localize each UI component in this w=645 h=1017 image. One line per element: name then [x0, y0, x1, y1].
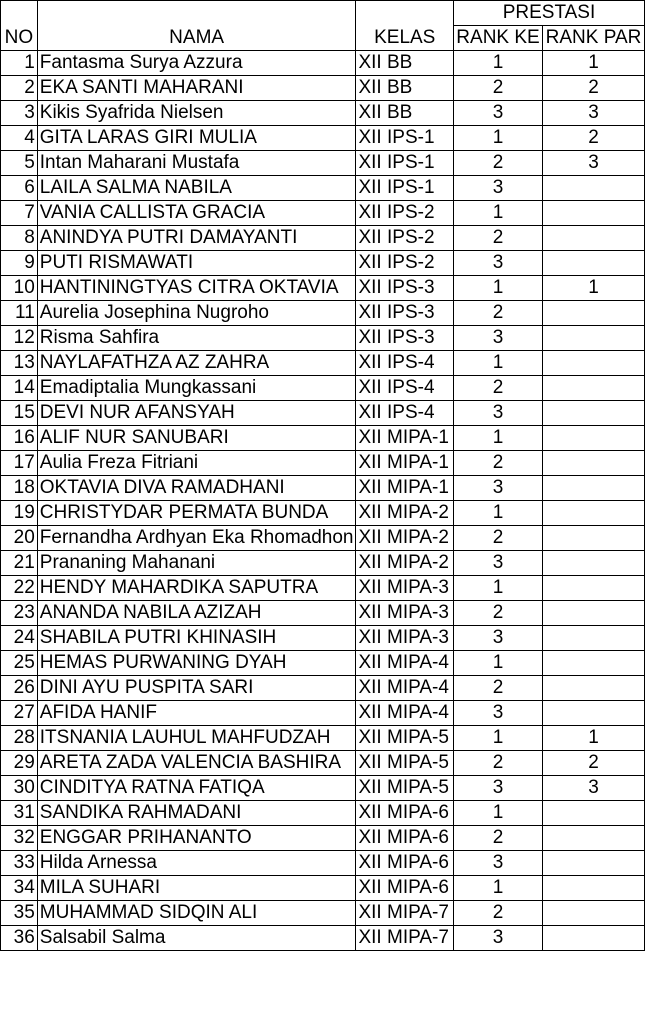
- cell-no: 24: [1, 626, 38, 651]
- cell-no: 16: [1, 426, 38, 451]
- cell-nama: ARETA ZADA VALENCIA BASHIRA: [37, 751, 356, 776]
- cell-rank-paralel: [543, 926, 645, 951]
- table-row: [1, 151, 645, 176]
- cell-nama: SHABILA PUTRI KHINASIH: [37, 626, 356, 651]
- table-row: [1, 126, 645, 151]
- cell-rank-paralel: [543, 676, 645, 701]
- cell-rank-kelas: 2: [453, 376, 542, 401]
- cell-nama: Aurelia Josephina Nugroho: [37, 301, 356, 326]
- cell-rank-paralel: [543, 176, 645, 201]
- cell-nama: DEVI NUR AFANSYAH: [37, 401, 356, 426]
- cell-no: 32: [1, 826, 38, 851]
- cell-kelas: XII IPS-2: [356, 201, 453, 226]
- table-row: [1, 276, 645, 301]
- cell-rank-kelas: 2: [453, 301, 542, 326]
- cell-rank-kelas: 3: [453, 776, 542, 801]
- cell-rank-paralel: [543, 501, 645, 526]
- cell-nama: PUTI RISMAWATI: [37, 251, 356, 276]
- cell-rank-kelas: 3: [453, 101, 542, 126]
- cell-rank-kelas: 1: [453, 426, 542, 451]
- cell-rank-paralel: [543, 626, 645, 651]
- cell-kelas: XII IPS-4: [356, 376, 453, 401]
- cell-no: 31: [1, 801, 38, 826]
- cell-nama: LAILA SALMA NABILA: [37, 176, 356, 201]
- cell-no: 25: [1, 651, 38, 676]
- cell-kelas: XII BB: [356, 76, 453, 101]
- cell-rank-kelas: 2: [453, 751, 542, 776]
- cell-rank-paralel: [543, 451, 645, 476]
- cell-nama: Intan Maharani Mustafa: [37, 151, 356, 176]
- cell-no: 17: [1, 451, 38, 476]
- header-nama: NAMA: [37, 26, 356, 51]
- table-row: [1, 551, 645, 576]
- cell-no: 23: [1, 601, 38, 626]
- cell-kelas: XII IPS-2: [356, 226, 453, 251]
- cell-no: 5: [1, 151, 38, 176]
- cell-kelas: XII MIPA-6: [356, 826, 453, 851]
- cell-nama: Prananing Mahanani: [37, 551, 356, 576]
- cell-rank-paralel: [543, 251, 645, 276]
- cell-no: 6: [1, 176, 38, 201]
- cell-no: 26: [1, 676, 38, 701]
- table-row: [1, 626, 645, 651]
- header-no: NO: [1, 26, 38, 51]
- cell-rank-kelas: 2: [453, 226, 542, 251]
- cell-kelas: XII MIPA-6: [356, 851, 453, 876]
- header-nama-top: [37, 1, 356, 26]
- cell-no: 34: [1, 876, 38, 901]
- cell-rank-paralel: [543, 226, 645, 251]
- table-row: [1, 876, 645, 901]
- cell-rank-paralel: 2: [543, 76, 645, 101]
- cell-rank-kelas: 2: [453, 526, 542, 551]
- cell-kelas: XII MIPA-3: [356, 626, 453, 651]
- cell-kelas: XII MIPA-1: [356, 426, 453, 451]
- cell-kelas: XII IPS-3: [356, 276, 453, 301]
- cell-nama: ITSNANIA LAUHUL MAHFUDZAH: [37, 726, 356, 751]
- table-row: [1, 501, 645, 526]
- cell-rank-paralel: [543, 901, 645, 926]
- cell-no: 14: [1, 376, 38, 401]
- cell-rank-paralel: [543, 576, 645, 601]
- cell-no: 15: [1, 401, 38, 426]
- cell-nama: Fantasma Surya Azzura: [37, 51, 356, 76]
- cell-kelas: XII MIPA-5: [356, 751, 453, 776]
- cell-rank-paralel: [543, 701, 645, 726]
- cell-nama: OKTAVIA DIVA RAMADHANI: [37, 476, 356, 501]
- cell-no: 8: [1, 226, 38, 251]
- cell-rank-kelas: 1: [453, 276, 542, 301]
- table-row: [1, 301, 645, 326]
- cell-nama: CINDITYA RATNA FATIQA: [37, 776, 356, 801]
- cell-nama: ANANDA NABILA AZIZAH: [37, 601, 356, 626]
- cell-no: 20: [1, 526, 38, 551]
- cell-rank-kelas: 3: [453, 401, 542, 426]
- cell-no: 10: [1, 276, 38, 301]
- cell-rank-paralel: [543, 301, 645, 326]
- cell-no: 18: [1, 476, 38, 501]
- header-row: [1, 26, 645, 51]
- cell-rank-kelas: 2: [453, 601, 542, 626]
- cell-rank-kelas: 1: [453, 651, 542, 676]
- cell-kelas: XII IPS-3: [356, 326, 453, 351]
- cell-kelas: XII MIPA-6: [356, 876, 453, 901]
- cell-kelas: XII MIPA-5: [356, 776, 453, 801]
- cell-kelas: XII MIPA-2: [356, 526, 453, 551]
- cell-kelas: XII IPS-2: [356, 251, 453, 276]
- cell-kelas: XII MIPA-4: [356, 701, 453, 726]
- table-row: [1, 351, 645, 376]
- table-row: [1, 901, 645, 926]
- cell-rank-kelas: 3: [453, 251, 542, 276]
- cell-kelas: XII MIPA-3: [356, 576, 453, 601]
- cell-no: 3: [1, 101, 38, 126]
- cell-no: 13: [1, 351, 38, 376]
- cell-rank-kelas: 2: [453, 451, 542, 476]
- cell-rank-paralel: 2: [543, 126, 645, 151]
- cell-rank-paralel: [543, 851, 645, 876]
- header-rank-paralel: RANK PAR: [543, 26, 645, 51]
- cell-kelas: XII IPS-1: [356, 151, 453, 176]
- cell-nama: HEMAS PURWANING DYAH: [37, 651, 356, 676]
- cell-kelas: XII MIPA-1: [356, 476, 453, 501]
- cell-nama: Aulia Freza Fitriani: [37, 451, 356, 476]
- cell-nama: MUHAMMAD SIDQIN ALI: [37, 901, 356, 926]
- cell-no: 12: [1, 326, 38, 351]
- cell-nama: Risma Sahfira: [37, 326, 356, 351]
- cell-rank-paralel: 3: [543, 101, 645, 126]
- table-row: [1, 451, 645, 476]
- cell-rank-kelas: 1: [453, 201, 542, 226]
- cell-rank-kelas: 1: [453, 726, 542, 751]
- cell-no: 21: [1, 551, 38, 576]
- cell-nama: NAYLAFATHZA AZ ZAHRA: [37, 351, 356, 376]
- cell-rank-kelas: 1: [453, 126, 542, 151]
- cell-kelas: XII MIPA-2: [356, 501, 453, 526]
- table-row: [1, 76, 645, 101]
- cell-rank-kelas: 3: [453, 476, 542, 501]
- cell-nama: SANDIKA RAHMADANI: [37, 801, 356, 826]
- table-row: [1, 601, 645, 626]
- header-rank-kelas: RANK KE: [453, 26, 542, 51]
- cell-rank-paralel: [543, 526, 645, 551]
- cell-no: 1: [1, 51, 38, 76]
- cell-rank-kelas: 3: [453, 551, 542, 576]
- table-row: [1, 701, 645, 726]
- cell-rank-kelas: 2: [453, 151, 542, 176]
- cell-rank-paralel: 3: [543, 776, 645, 801]
- cell-kelas: XII IPS-4: [356, 401, 453, 426]
- table-row: [1, 926, 645, 951]
- cell-nama: Emadiptalia Mungkassani: [37, 376, 356, 401]
- cell-rank-kelas: 3: [453, 326, 542, 351]
- cell-rank-paralel: 1: [543, 51, 645, 76]
- cell-rank-kelas: 3: [453, 851, 542, 876]
- cell-nama: Fernandha Ardhyan Eka Rhomadhon: [37, 526, 356, 551]
- cell-kelas: XII IPS-1: [356, 126, 453, 151]
- cell-no: 33: [1, 851, 38, 876]
- table-row: [1, 526, 645, 551]
- table-row: [1, 751, 645, 776]
- cell-nama: Hilda Arnessa: [37, 851, 356, 876]
- table-row: [1, 726, 645, 751]
- cell-rank-kelas: 1: [453, 51, 542, 76]
- cell-rank-paralel: [543, 651, 645, 676]
- cell-rank-kelas: 1: [453, 501, 542, 526]
- header-prestasi: PRESTASI: [453, 1, 644, 26]
- cell-no: 2: [1, 76, 38, 101]
- cell-kelas: XII IPS-1: [356, 176, 453, 201]
- table-row: [1, 201, 645, 226]
- cell-kelas: XII MIPA-4: [356, 676, 453, 701]
- table-row: [1, 326, 645, 351]
- cell-nama: ENGGAR PRIHANANTO: [37, 826, 356, 851]
- table-row: [1, 801, 645, 826]
- cell-rank-kelas: 2: [453, 76, 542, 101]
- header-row-top: [1, 1, 645, 26]
- cell-rank-paralel: [543, 876, 645, 901]
- cell-nama: ANINDYA PUTRI DAMAYANTI: [37, 226, 356, 251]
- cell-nama: Kikis Syafrida Nielsen: [37, 101, 356, 126]
- cell-nama: EKA SANTI MAHARANI: [37, 76, 356, 101]
- table-row: [1, 826, 645, 851]
- cell-nama: Salsabil Salma: [37, 926, 356, 951]
- cell-rank-kelas: 1: [453, 801, 542, 826]
- cell-rank-paralel: 2: [543, 751, 645, 776]
- cell-no: 11: [1, 301, 38, 326]
- cell-kelas: XII BB: [356, 101, 453, 126]
- cell-rank-kelas: 1: [453, 351, 542, 376]
- cell-no: 30: [1, 776, 38, 801]
- cell-rank-kelas: 3: [453, 176, 542, 201]
- cell-kelas: XII IPS-3: [356, 301, 453, 326]
- cell-kelas: XII MIPA-7: [356, 901, 453, 926]
- cell-no: 19: [1, 501, 38, 526]
- table-row: [1, 376, 645, 401]
- cell-kelas: XII MIPA-6: [356, 801, 453, 826]
- cell-kelas: XII MIPA-3: [356, 601, 453, 626]
- cell-rank-paralel: [543, 201, 645, 226]
- cell-rank-kelas: 1: [453, 576, 542, 601]
- cell-kelas: XII MIPA-4: [356, 651, 453, 676]
- cell-no: 29: [1, 751, 38, 776]
- cell-rank-paralel: 3: [543, 151, 645, 176]
- header-kelas: KELAS: [356, 26, 453, 51]
- table-row: [1, 576, 645, 601]
- cell-rank-paralel: [543, 326, 645, 351]
- table-row: [1, 651, 645, 676]
- table-body: [1, 1, 645, 951]
- cell-rank-paralel: [543, 476, 645, 501]
- table-row: [1, 851, 645, 876]
- cell-nama: MILA SUHARI: [37, 876, 356, 901]
- cell-no: 35: [1, 901, 38, 926]
- cell-rank-paralel: [543, 551, 645, 576]
- cell-nama: VANIA CALLISTA GRACIA: [37, 201, 356, 226]
- cell-kelas: XII MIPA-2: [356, 551, 453, 576]
- cell-rank-paralel: [543, 376, 645, 401]
- cell-kelas: XII MIPA-5: [356, 726, 453, 751]
- cell-nama: HANTININGTYAS CITRA OKTAVIA: [37, 276, 356, 301]
- cell-rank-paralel: 1: [543, 276, 645, 301]
- cell-nama: DINI AYU PUSPITA SARI: [37, 676, 356, 701]
- cell-rank-paralel: [543, 826, 645, 851]
- cell-rank-paralel: [543, 801, 645, 826]
- cell-rank-kelas: 3: [453, 626, 542, 651]
- table-row: [1, 251, 645, 276]
- table-row: [1, 476, 645, 501]
- cell-no: 4: [1, 126, 38, 151]
- table-row: [1, 676, 645, 701]
- cell-kelas: XII MIPA-7: [356, 926, 453, 951]
- cell-no: 7: [1, 201, 38, 226]
- table-row: [1, 401, 645, 426]
- cell-rank-kelas: 3: [453, 926, 542, 951]
- cell-rank-kelas: 2: [453, 901, 542, 926]
- header-kelas-top: [356, 1, 453, 26]
- cell-kelas: XII BB: [356, 51, 453, 76]
- cell-no: 28: [1, 726, 38, 751]
- cell-nama: CHRISTYDAR PERMATA BUNDA: [37, 501, 356, 526]
- cell-rank-paralel: [543, 401, 645, 426]
- table-row: [1, 51, 645, 76]
- cell-rank-paralel: [543, 351, 645, 376]
- cell-no: 27: [1, 701, 38, 726]
- cell-rank-paralel: [543, 601, 645, 626]
- cell-rank-paralel: 1: [543, 726, 645, 751]
- cell-nama: ALIF NUR SANUBARI: [37, 426, 356, 451]
- table-row: [1, 101, 645, 126]
- cell-no: 9: [1, 251, 38, 276]
- header-no-top: [1, 1, 38, 26]
- cell-rank-kelas: 2: [453, 826, 542, 851]
- cell-no: 36: [1, 926, 38, 951]
- table-row: [1, 426, 645, 451]
- cell-nama: AFIDA HANIF: [37, 701, 356, 726]
- cell-rank-paralel: [543, 426, 645, 451]
- cell-nama: HENDY MAHARDIKA SAPUTRA: [37, 576, 356, 601]
- cell-nama: GITA LARAS GIRI MULIA: [37, 126, 356, 151]
- cell-kelas: XII IPS-4: [356, 351, 453, 376]
- cell-rank-kelas: 2: [453, 676, 542, 701]
- table-row: [1, 776, 645, 801]
- cell-kelas: XII MIPA-1: [356, 451, 453, 476]
- cell-no: 22: [1, 576, 38, 601]
- table-row: [1, 226, 645, 251]
- cell-rank-kelas: 3: [453, 701, 542, 726]
- table-row: [1, 176, 645, 201]
- cell-rank-kelas: 1: [453, 876, 542, 901]
